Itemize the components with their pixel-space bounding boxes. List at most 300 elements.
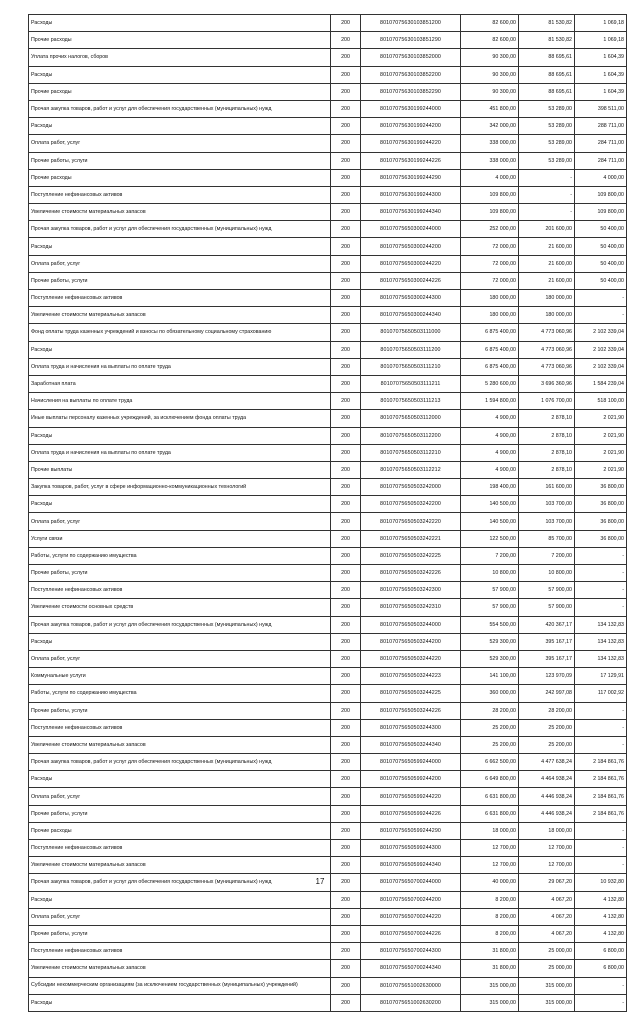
row-line-code: 200 [331,255,361,272]
table-row [29,32,627,49]
row-budget-code: 80107075650300244300 [361,290,461,307]
row-approved: 4 900,00 [461,461,519,478]
row-budget-code: 80107075650503111000 [361,324,461,341]
row-executed: 53 289,00 [519,135,575,152]
row-line-code: 200 [331,994,361,1011]
row-line-code: 200 [331,685,361,702]
row-line-code: 200 [331,977,361,994]
row-line-code: 200 [331,513,361,530]
row-budget-code: 80107075630199244226 [361,152,461,169]
row-unexecuted: - [575,977,627,994]
row-budget-code: 80107075630103852000 [361,49,461,66]
row-name: Расходы [29,15,331,32]
row-line-code: 200 [331,840,361,857]
row-executed: 2 878,10 [519,410,575,427]
row-name: Расходы [29,118,331,135]
row-executed: 161 600,00 [519,479,575,496]
row-budget-code: 80107075650503112210 [361,444,461,461]
row-approved: 122 500,00 [461,530,519,547]
row-executed: 10 800,00 [519,565,575,582]
row-approved: 8 200,00 [461,925,519,942]
row-executed: 1 076 700,00 [519,393,575,410]
table-row [29,702,627,719]
row-approved: 7 200,00 [461,547,519,564]
row-line-code: 200 [331,393,361,410]
row-unexecuted: 1 069,18 [575,32,627,49]
row-line-code: 200 [331,427,361,444]
row-executed: 315 000,00 [519,994,575,1011]
row-approved: 315 000,00 [461,977,519,994]
row-name: Поступление нефинансовых активов [29,582,331,599]
row-executed: 12 700,00 [519,857,575,874]
row-name: Прочие работы, услуги [29,805,331,822]
row-executed: 4 067,20 [519,891,575,908]
row-line-code: 200 [331,822,361,839]
row-line-code: 200 [331,857,361,874]
table-row [29,255,627,272]
row-line-code: 200 [331,461,361,478]
row-budget-code: 80107075650599244290 [361,822,461,839]
row-line-code: 200 [331,960,361,977]
table-row [29,633,627,650]
table-row [29,943,627,960]
table-row [29,977,627,994]
row-executed: 4 067,20 [519,908,575,925]
row-budget-code: 80107075650503112000 [361,410,461,427]
row-unexecuted: - [575,822,627,839]
row-line-code: 200 [331,530,361,547]
row-budget-code: 80107075650599244000 [361,754,461,771]
row-line-code: 200 [331,204,361,221]
row-unexecuted: 2 184 861,76 [575,805,627,822]
row-executed: 29 067,20 [519,874,575,891]
row-approved: 6 875 400,00 [461,324,519,341]
row-budget-code: 80107075651002630200 [361,994,461,1011]
row-name: Расходы [29,427,331,444]
row-budget-code: 80107075630199244290 [361,169,461,186]
row-budget-code: 80107075650300244340 [361,307,461,324]
row-name: Коммунальные услуги [29,668,331,685]
row-approved: 82 600,00 [461,32,519,49]
row-name: Увеличение стоимости материальных запасов [29,736,331,753]
row-approved: 90 300,00 [461,49,519,66]
row-executed: 25 200,00 [519,719,575,736]
row-name: Услуги связи [29,530,331,547]
row-budget-code: 80107075630199244220 [361,135,461,152]
row-executed: 88 695,61 [519,49,575,66]
row-budget-code: 80107075650503242300 [361,582,461,599]
row-unexecuted: - [575,702,627,719]
row-line-code: 200 [331,410,361,427]
row-approved: 57 900,00 [461,582,519,599]
row-name: Расходы [29,238,331,255]
table-row [29,83,627,100]
row-line-code: 200 [331,135,361,152]
row-executed: 395 167,17 [519,650,575,667]
row-unexecuted: 50 400,00 [575,272,627,289]
row-approved: 4 900,00 [461,410,519,427]
row-unexecuted: 36 800,00 [575,513,627,530]
row-unexecuted: 109 800,00 [575,186,627,203]
table-row [29,324,627,341]
table-row [29,186,627,203]
row-budget-code: 80107075651002630000 [361,977,461,994]
row-name: Начисления на выплаты по оплате труда [29,393,331,410]
row-approved: 6 649 800,00 [461,771,519,788]
row-name: Прочие расходы [29,83,331,100]
row-line-code: 200 [331,925,361,942]
row-line-code: 200 [331,616,361,633]
row-line-code: 200 [331,324,361,341]
row-approved: 6 631 800,00 [461,788,519,805]
row-unexecuted: 36 800,00 [575,479,627,496]
row-line-code: 200 [331,221,361,238]
row-approved: 5 280 600,00 [461,375,519,392]
row-budget-code: 80107075650503242200 [361,496,461,513]
row-executed: 57 900,00 [519,599,575,616]
row-line-code: 200 [331,15,361,32]
row-approved: 198 400,00 [461,479,519,496]
table-row [29,822,627,839]
row-approved: 72 000,00 [461,272,519,289]
table-row [29,393,627,410]
row-unexecuted: 134 132,83 [575,650,627,667]
row-budget-code: 80107075650503244220 [361,650,461,667]
row-budget-code: 80107075650503111211 [361,375,461,392]
row-unexecuted: 2 021,90 [575,444,627,461]
row-name: Увеличение стоимости материальных запасов [29,960,331,977]
table-row [29,547,627,564]
row-approved: 338 000,00 [461,152,519,169]
row-name: Расходы [29,771,331,788]
row-line-code: 200 [331,788,361,805]
table-row [29,272,627,289]
row-executed: 395 167,17 [519,633,575,650]
row-executed: 25 000,00 [519,960,575,977]
row-executed: 180 000,00 [519,290,575,307]
row-name: Заработная плата [29,375,331,392]
row-line-code: 200 [331,375,361,392]
row-budget-code: 80107075650503112200 [361,427,461,444]
row-name: Оплата работ, услуг [29,513,331,530]
row-executed: 12 700,00 [519,840,575,857]
row-approved: 140 500,00 [461,513,519,530]
row-executed: 103 700,00 [519,513,575,530]
table-row [29,650,627,667]
row-line-code: 200 [331,650,361,667]
row-budget-code: 80107075650503244200 [361,633,461,650]
row-unexecuted: - [575,719,627,736]
row-executed: - [519,186,575,203]
row-approved: 554 500,00 [461,616,519,633]
row-name: Расходы [29,341,331,358]
row-approved: 90 300,00 [461,66,519,83]
table-row [29,925,627,942]
row-name: Прочие работы, услуги [29,152,331,169]
row-name: Расходы [29,66,331,83]
row-name: Прочие выплаты [29,461,331,478]
row-approved: 315 000,00 [461,994,519,1011]
row-name: Прочие расходы [29,822,331,839]
row-executed: 4 773 060,96 [519,324,575,341]
row-unexecuted: 10 932,80 [575,874,627,891]
row-name: Уплата прочих налогов, сборов [29,49,331,66]
row-approved: 4 900,00 [461,427,519,444]
row-executed: 53 289,00 [519,100,575,117]
row-approved: 18 000,00 [461,822,519,839]
row-name: Работы, услуги по содержанию имущества [29,685,331,702]
row-name: Прочие работы, услуги [29,272,331,289]
table-row [29,461,627,478]
row-unexecuted: 50 400,00 [575,238,627,255]
row-name: Субсидии некоммерческим организациям (за исключением государственных (муниципальных) учреждений) [29,977,331,994]
row-name: Оплата работ, услуг [29,255,331,272]
row-budget-code: 80107075650503244223 [361,668,461,685]
row-approved: 72 000,00 [461,255,519,272]
row-approved: 25 200,00 [461,736,519,753]
row-name: Прочая закупка товаров, работ и услуг для обеспечения государственных (муниципальных) нужд [29,754,331,771]
row-budget-code: 80107075650300244226 [361,272,461,289]
row-line-code: 200 [331,719,361,736]
table-row [29,341,627,358]
table-row [29,135,627,152]
row-executed: 25 000,00 [519,943,575,960]
row-budget-code: 80107075650700244000 [361,874,461,891]
row-line-code: 200 [331,891,361,908]
table-row [29,668,627,685]
row-approved: 252 000,00 [461,221,519,238]
row-budget-code: 80107075650503111213 [361,393,461,410]
row-budget-code: 80107075650503111210 [361,358,461,375]
table-row [29,410,627,427]
row-line-code: 200 [331,805,361,822]
row-line-code: 200 [331,582,361,599]
row-line-code: 200 [331,547,361,564]
row-unexecuted: 1 604,39 [575,83,627,100]
table-row [29,290,627,307]
table-row [29,307,627,324]
row-name: Оплата работ, услуг [29,788,331,805]
row-line-code: 200 [331,100,361,117]
table-row [29,358,627,375]
row-name: Расходы [29,496,331,513]
row-executed: - [519,169,575,186]
row-line-code: 200 [331,599,361,616]
budget-execution-table [28,14,627,1012]
table-row [29,788,627,805]
row-name: Оплата труда и начисления на выплаты по оплате труда [29,358,331,375]
row-executed: 4 477 638,24 [519,754,575,771]
row-unexecuted: 4 000,00 [575,169,627,186]
row-unexecuted: 284 711,00 [575,152,627,169]
row-unexecuted: 50 400,00 [575,221,627,238]
row-budget-code: 80107075650700244220 [361,908,461,925]
page-number: 17 [315,877,325,886]
row-executed: 315 000,00 [519,977,575,994]
row-approved: 6 631 800,00 [461,805,519,822]
row-unexecuted: - [575,547,627,564]
row-unexecuted: 2 184 861,76 [575,771,627,788]
table-row [29,66,627,83]
row-executed: 21 600,00 [519,238,575,255]
row-unexecuted: - [575,582,627,599]
row-executed: 88 695,61 [519,66,575,83]
row-budget-code: 80107075650503244340 [361,736,461,753]
row-name: Расходы [29,994,331,1011]
row-executed: 2 878,10 [519,444,575,461]
table-row [29,908,627,925]
row-executed: 18 000,00 [519,822,575,839]
table-row [29,805,627,822]
row-approved: 90 300,00 [461,83,519,100]
row-unexecuted: 2 102 339,04 [575,341,627,358]
row-unexecuted: - [575,994,627,1011]
table-row [29,565,627,582]
row-name: Поступление нефинансовых активов [29,719,331,736]
row-unexecuted: 6 800,00 [575,960,627,977]
row-line-code: 200 [331,444,361,461]
table-row [29,238,627,255]
row-name: Расходы [29,891,331,908]
row-name: Прочие расходы [29,169,331,186]
row-unexecuted: 109 800,00 [575,204,627,221]
row-budget-code: 80107075650503242225 [361,547,461,564]
row-name: Прочие работы, услуги [29,925,331,942]
table-row [29,582,627,599]
row-approved: 342 000,00 [461,118,519,135]
row-executed: 4 446 938,24 [519,788,575,805]
row-budget-code: 80107075650503111200 [361,341,461,358]
row-unexecuted: 288 711,00 [575,118,627,135]
row-approved: 6 662 500,00 [461,754,519,771]
row-unexecuted: 4 132,80 [575,908,627,925]
row-name: Оплата труда и начисления на выплаты по оплате труда [29,444,331,461]
row-approved: 140 500,00 [461,496,519,513]
row-approved: 82 600,00 [461,15,519,32]
row-unexecuted: 1 584 239,04 [575,375,627,392]
table-row [29,427,627,444]
row-executed: 3 696 360,96 [519,375,575,392]
row-executed: 123 970,09 [519,668,575,685]
row-unexecuted: 4 132,80 [575,891,627,908]
row-budget-code: 80107075650300244000 [361,221,461,238]
row-approved: 451 800,00 [461,100,519,117]
row-unexecuted: - [575,599,627,616]
row-name: Прочие работы, услуги [29,565,331,582]
row-budget-code: 80107075630199244340 [361,204,461,221]
row-name: Прочие расходы [29,32,331,49]
row-approved: 6 875 400,00 [461,358,519,375]
row-line-code: 200 [331,874,361,891]
row-line-code: 200 [331,754,361,771]
row-name: Прочая закупка товаров, работ и услуг для обеспечения государственных (муниципальных) нужд [29,100,331,117]
row-approved: 109 800,00 [461,204,519,221]
row-name: Увеличение стоимости материальных запасов [29,307,331,324]
row-executed: 57 900,00 [519,582,575,599]
row-budget-code: 80107075650503242310 [361,599,461,616]
row-unexecuted: - [575,736,627,753]
table-row [29,771,627,788]
row-name: Работы, услуги по содержанию имущества [29,547,331,564]
row-executed: 53 289,00 [519,152,575,169]
row-line-code: 200 [331,496,361,513]
table-row [29,221,627,238]
row-approved: 141 100,00 [461,668,519,685]
row-approved: 529 300,00 [461,633,519,650]
row-unexecuted: 2 102 339,04 [575,358,627,375]
row-name: Поступление нефинансовых активов [29,943,331,960]
row-budget-code: 80107075650503242221 [361,530,461,547]
row-name: Увеличение стоимости материальных запасов [29,857,331,874]
row-line-code: 200 [331,169,361,186]
row-budget-code: 80107075650300244200 [361,238,461,255]
row-name: Прочая закупка товаров, работ и услуг для обеспечения государственных (муниципальных) нужд [29,874,331,891]
row-budget-code: 80107075630199244200 [361,118,461,135]
row-line-code: 200 [331,565,361,582]
row-unexecuted: 134 132,83 [575,633,627,650]
row-line-code: 200 [331,32,361,49]
table-row [29,616,627,633]
table-row [29,960,627,977]
row-line-code: 200 [331,152,361,169]
row-unexecuted: - [575,290,627,307]
row-approved: 360 000,00 [461,685,519,702]
row-executed: 2 878,10 [519,461,575,478]
table-row [29,118,627,135]
row-executed: 4 067,20 [519,925,575,942]
row-unexecuted: 2 184 861,76 [575,788,627,805]
row-executed: 53 289,00 [519,118,575,135]
row-line-code: 200 [331,49,361,66]
row-approved: 31 800,00 [461,943,519,960]
row-unexecuted: 284 711,00 [575,135,627,152]
row-unexecuted: 2 021,90 [575,427,627,444]
row-budget-code: 80107075650599244220 [361,788,461,805]
row-budget-code: 80107075650700244300 [361,943,461,960]
row-line-code: 200 [331,702,361,719]
row-name: Увеличение стоимости материальных запасов [29,204,331,221]
row-budget-code: 80107075650599244200 [361,771,461,788]
row-line-code: 200 [331,908,361,925]
table-row [29,204,627,221]
row-approved: 12 700,00 [461,857,519,874]
table-row [29,100,627,117]
row-executed: 25 200,00 [519,736,575,753]
table-row [29,685,627,702]
row-approved: 31 800,00 [461,960,519,977]
row-line-code: 200 [331,771,361,788]
row-executed: 4 773 060,96 [519,358,575,375]
row-line-code: 200 [331,307,361,324]
row-executed: 420 367,17 [519,616,575,633]
row-approved: 6 875 400,00 [461,341,519,358]
row-unexecuted: 36 800,00 [575,530,627,547]
row-budget-code: 80107075630103852200 [361,66,461,83]
row-budget-code: 80107075630199244300 [361,186,461,203]
row-unexecuted: 518 100,00 [575,393,627,410]
row-approved: 180 000,00 [461,290,519,307]
row-budget-code: 80107075630103852290 [361,83,461,100]
row-executed: 85 700,00 [519,530,575,547]
row-budget-code: 80107075650599244340 [361,857,461,874]
row-line-code: 200 [331,358,361,375]
row-name: Увеличение стоимости основных средств [29,599,331,616]
row-unexecuted: - [575,565,627,582]
row-line-code: 200 [331,341,361,358]
row-executed: 103 700,00 [519,496,575,513]
row-line-code: 200 [331,668,361,685]
row-approved: 1 594 800,00 [461,393,519,410]
